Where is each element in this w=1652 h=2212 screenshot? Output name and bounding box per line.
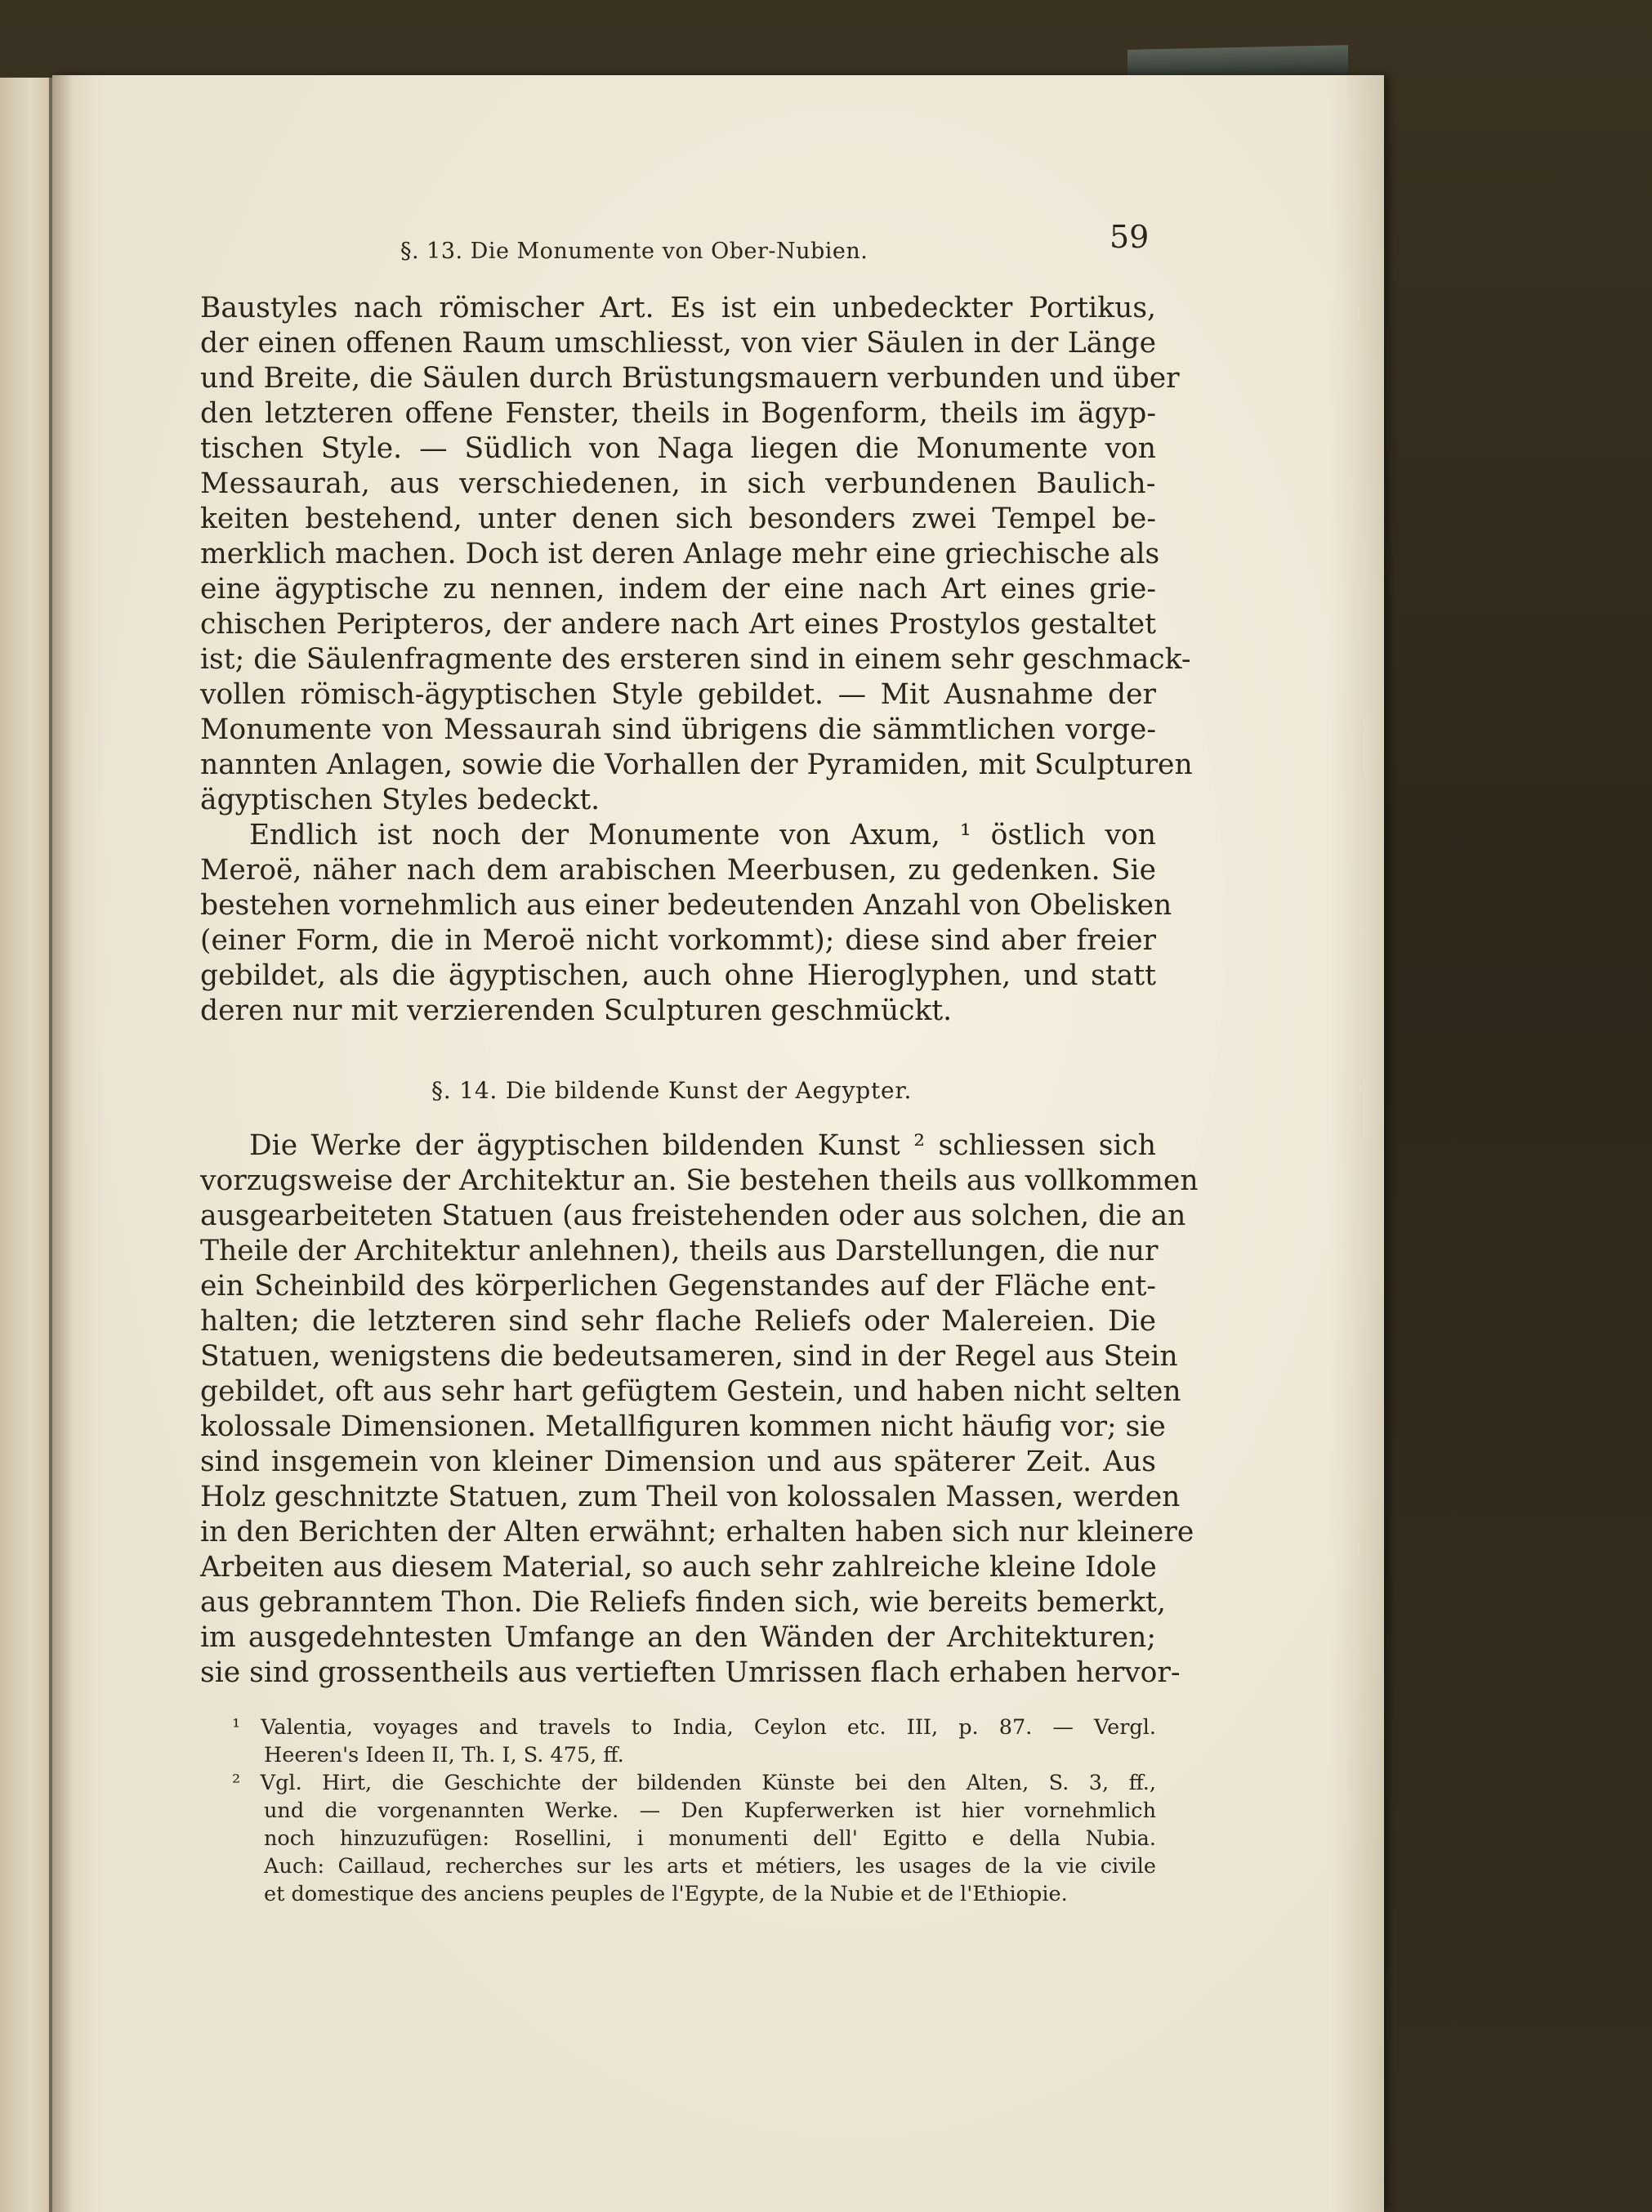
- footnote-line: Heeren's Ideen II, Th. I, S. 475, ff.: [264, 1743, 624, 1767]
- body-line: und Breite, die Säulen durch Brüstungsmauern verbunden und über: [200, 362, 1180, 395]
- body-line: Statuen, wenigstens die bedeutsameren, sind in der Regel aus Stein: [200, 1340, 1178, 1373]
- body-line: sie sind grossentheils aus vertieften Umrissen flach erhaben hervor-: [200, 1656, 1181, 1689]
- body-line: chischen Peripteros, der andere nach Art eines Prostylos gestaltet: [200, 608, 1156, 641]
- body-line: eine ägyptische zu nennen, indem der eine nach Art eines grie-: [200, 573, 1156, 606]
- body-line: vollen römisch-ägyptischen Style gebildet. — Mit Ausnahme der: [200, 678, 1156, 711]
- body-line: Monumente von Messaurah sind übrigens die sämmtlichen vorge-: [200, 713, 1156, 746]
- body-line: vorzugsweise der Architektur an. Sie bestehen theils aus vollkommen: [200, 1164, 1199, 1197]
- body-line: kolossale Dimensionen. Metallfiguren kommen nicht häufig vor; sie: [200, 1410, 1166, 1443]
- body-line: ein Scheinbild des körperlichen Gegenstandes auf der Fläche ent-: [200, 1270, 1156, 1303]
- body-line: bestehen vornehmlich aus einer bedeutenden Anzahl von Obelisken: [200, 889, 1172, 922]
- body-line: Die Werke der ägyptischen bildenden Kunst ² schliessen sich: [249, 1129, 1156, 1162]
- body-line: ist; die Säulenfragmente des ersteren sind in einem sehr geschmack-: [200, 643, 1191, 676]
- running-head: §. 13. Die Monumente von Ober-Nubien.: [400, 239, 868, 264]
- body-line: keiten bestehend, unter denen sich besonders zwei Tempel be-: [200, 503, 1156, 535]
- body-line: tischen Style. — Südlich von Naga liegen die Monumente von: [200, 432, 1156, 465]
- body-line: gebildet, oft aus sehr hart gefügtem Gestein, und haben nicht selten: [200, 1375, 1181, 1408]
- body-line: in den Berichten der Alten erwähnt; erhalten haben sich nur kleinere: [200, 1516, 1194, 1548]
- body-line: Baustyles nach römischer Art. Es ist ein unbedeckter Portikus,: [200, 292, 1156, 324]
- body-line: Messaurah, aus verschiedenen, in sich verbundenen Baulich-: [200, 467, 1156, 500]
- body-line: gebildet, als die ägyptischen, auch ohne Hieroglyphen, und statt: [200, 959, 1156, 992]
- body-line: Endlich ist noch der Monumente von Axum, ¹ östlich von: [249, 819, 1156, 851]
- body-line: Holz geschnitzte Statuen, zum Theil von kolossalen Massen, werden: [200, 1481, 1181, 1513]
- body-line: der einen offenen Raum umschliesst, von vier Säulen in der Länge: [200, 327, 1156, 360]
- body-line: nannten Anlagen, sowie die Vorhallen der Pyramiden, mit Sculpturen: [200, 749, 1193, 781]
- footnote-line: noch hinzuzufügen: Rosellini, i monumenti dell' Egitto e della Nubia.: [264, 1826, 1156, 1851]
- body-line: Arbeiten aus diesem Material, so auch sehr zahlreiche kleine Idole: [200, 1551, 1157, 1584]
- section-heading: §. 14. Die bildende Kunst der Aegypter.: [431, 1077, 913, 1104]
- footnote-line: ¹ Valentia, voyages and travels to India, Ceylon etc. III, p. 87. — Vergl.: [232, 1715, 1156, 1740]
- body-line: deren nur mit verzierenden Sculpturen geschmückt.: [200, 994, 953, 1027]
- body-line: halten; die letzteren sind sehr flache Reliefs oder Malereien. Die: [200, 1305, 1156, 1338]
- page-number: 59: [1110, 219, 1150, 255]
- body-line: ägyptischen Styles bedeckt.: [200, 784, 601, 816]
- body-line: Meroë, näher nach dem arabischen Meerbusen, zu gedenken. Sie: [200, 854, 1156, 887]
- body-line: den letzteren offene Fenster, theils in Bogenform, theils im ägyp-: [200, 397, 1156, 430]
- footnote-line: und die vorgenannten Werke. — Den Kupferwerken ist hier vornehmlich: [264, 1799, 1156, 1823]
- footnote-line: ² Vgl. Hirt, die Geschichte der bildenden Künste bei den Alten, S. 3, ff.,: [232, 1771, 1156, 1795]
- body-line: sind insgemein von kleiner Dimension und aus späterer Zeit. Aus: [200, 1446, 1156, 1478]
- footnote-line: et domestique des anciens peuples de l'Egypte, de la Nubie et de l'Ethiopie.: [264, 1882, 1068, 1906]
- body-line: ausgearbeiteten Statuen (aus freistehenden oder aus solchen, die an: [200, 1200, 1186, 1232]
- body-line: aus gebranntem Thon. Die Reliefs finden sich, wie bereits bemerkt,: [200, 1586, 1166, 1619]
- footnote-line: Auch: Caillaud, recherches sur les arts et métiers, les usages de la vie civile: [264, 1854, 1156, 1879]
- body-line: (einer Form, die in Meroë nicht vorkommt); diese sind aber freier: [200, 924, 1156, 957]
- body-line: Theile der Architektur anlehnen), theils aus Darstellungen, die nur: [200, 1235, 1159, 1267]
- body-line: merklich machen. Doch ist deren Anlage mehr eine griechische als: [200, 538, 1160, 570]
- body-line: im ausgedehntesten Umfange an den Wänden der Architekturen;: [200, 1621, 1156, 1654]
